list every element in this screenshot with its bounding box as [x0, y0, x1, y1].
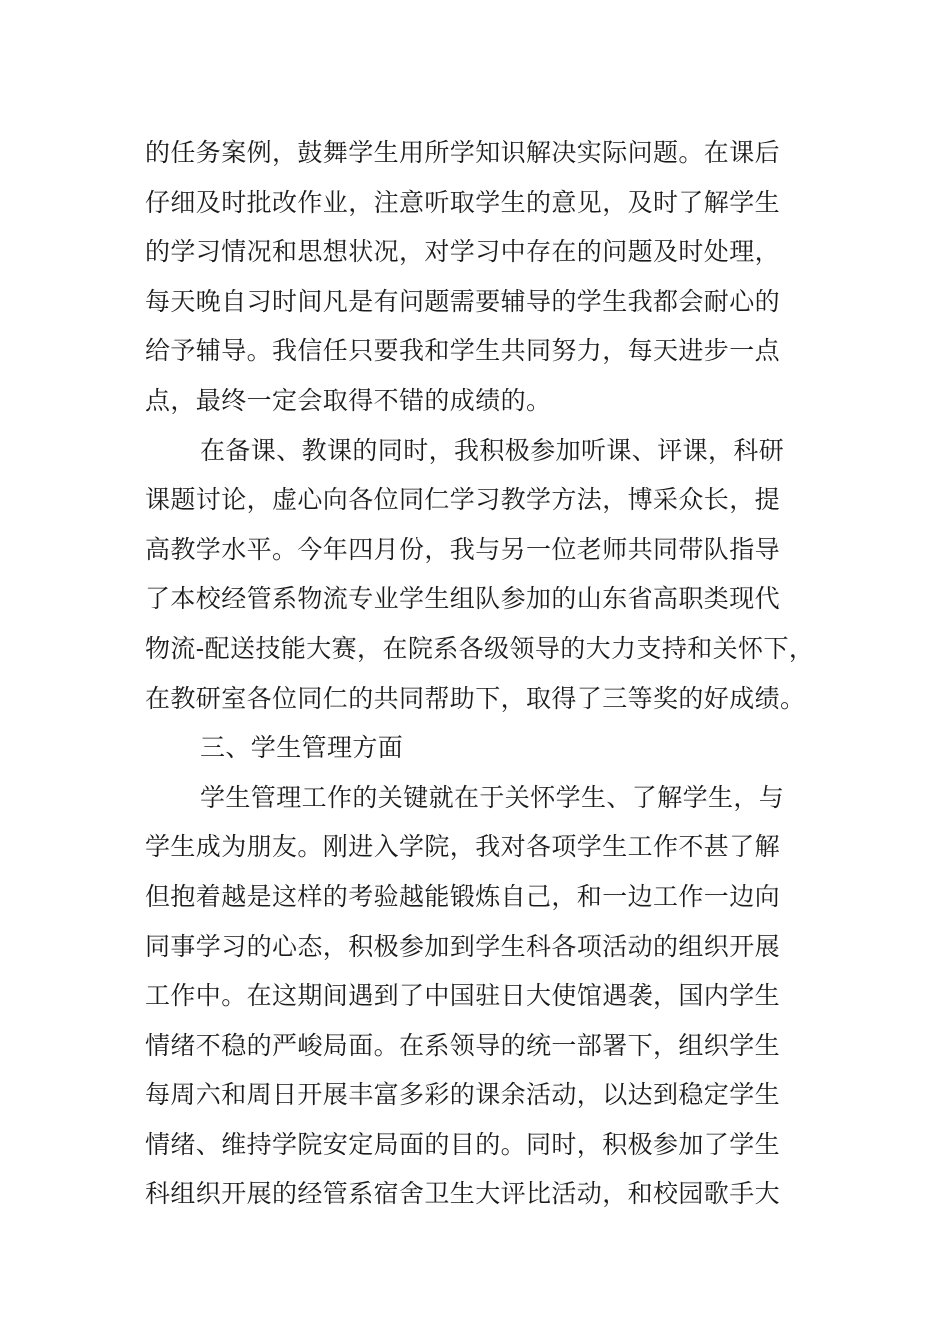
text-line: 在教研室各位同仁的共同帮助下，取得了三等奖的好成绩。: [145, 683, 806, 713]
paragraph-start-line: 学生管理工作的关键就在于关怀学生、了解学生，与: [200, 782, 785, 812]
section-heading: 三、学生管理方面: [200, 733, 404, 763]
text-line: 同事学习的心态，积极参加到学生科各项活动的组织开展: [145, 931, 781, 961]
text-line: 了本校经管系物流专业学生组队参加的山东省高职类现代: [145, 584, 781, 614]
text-line: 仔细及时批改作业，注意听取学生的意见，及时了解学生: [145, 187, 781, 217]
text-line: 点，最终一定会取得不错的成绩的。: [145, 385, 552, 415]
text-line: 科组织开展的经管系宿舍卫生大评比活动，和校园歌手大: [145, 1179, 781, 1209]
text-line: 情绪不稳的严峻局面。在系领导的统一部署下，组织学生: [145, 1030, 781, 1060]
text-line: 但抱着越是这样的考验越能锻炼自己，和一边工作一边向: [145, 881, 781, 911]
text-line: 物流-配送技能大赛，在院系各级领导的大力支持和关怀下，: [145, 633, 815, 663]
text-line: 每天晚自习时间凡是有问题需要辅导的学生我都会耐心的: [145, 286, 781, 316]
text-line: 课题讨论，虚心向各位同仁学习教学方法，博采众长，提: [145, 485, 781, 515]
text-line: 给予辅导。我信任只要我和学生共同努力，每天进步一点: [145, 336, 781, 366]
text-line: 的学习情况和思想状况，对学习中存在的问题及时处理，: [145, 237, 781, 267]
text-line: 高教学水平。今年四月份，我与另一位老师共同带队指导: [145, 534, 781, 564]
text-line: 情绪、维持学院安定局面的目的。同时，积极参加了学生: [145, 1129, 781, 1159]
body-text: [145, 128, 845, 1219]
text-line: 每周六和周日开展丰富多彩的课余活动，以达到稳定学生: [145, 1080, 781, 1110]
text-line: 的任务案例，鼓舞学生用所学知识解决实际问题。在课后: [145, 138, 781, 167]
text-line: 工作中。在这期间遇到了中国驻日大使馆遇袭，国内学生: [145, 981, 781, 1011]
paragraph-start-line: 在备课、教课的同时，我积极参加听课、评课，科研: [200, 435, 785, 465]
text-line: 学生成为朋友。刚进入学院，我对各项学生工作不甚了解: [145, 832, 781, 862]
